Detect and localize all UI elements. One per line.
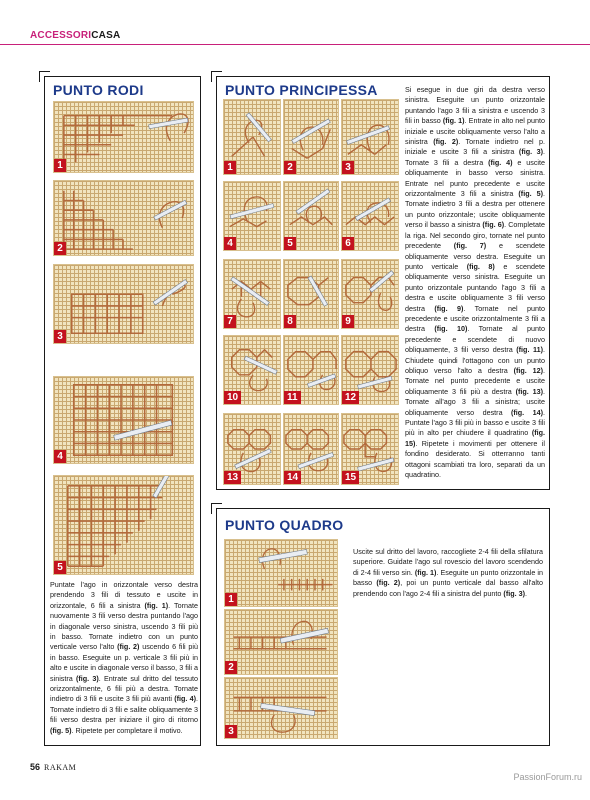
watermark: PassionForum.ru xyxy=(513,772,582,782)
fig-ref: (fig. 5) xyxy=(50,725,72,735)
principessa-fig-4-label: 4 xyxy=(224,237,236,250)
rodi-fig-4 xyxy=(53,376,194,464)
page-number: 56 xyxy=(30,762,41,772)
principessa-fig-13-label: 13 xyxy=(224,471,241,484)
principessa-fig-8-label: 8 xyxy=(284,315,296,328)
fig-ref: (fig. 2) xyxy=(433,137,459,147)
principessa-box xyxy=(216,76,550,490)
fig-ref: (fig. 6) xyxy=(482,220,505,230)
section-header xyxy=(30,30,120,41)
rodi-fig-1 xyxy=(53,101,194,173)
fig-ref: (fig. 14) xyxy=(511,407,543,417)
rodi-instructions: Puntate l'ago in orizzontale verso destra prendendo 3 fili di tessuto e uscite in orizzontale, 6 fili a sinistra (fig. 1). Tornate nuovamente 3 fili verso destra puntando l'ago in diagonale verso sinistra, uscendo 3 fili più in basso. Tornate indietro con un punto verticale verso l'alto (fig. 2) uscendo 6 fili più in basso. Eseguite un p. verticale 3 fili più in alto e uscite in diagonale verso il basso, 3 fili a sinistra (fig. 3). Entrate sul dritto del tessuto orizzontalmente, 6 fili più a destra. Tornate indietro di 3 fili e uscite 3 fili più avanti (fig. 4). Tornate indietro di 3 fili e salite obliquamente 3 fili verso destra per iniziare il giro di ritorno (fig. 5). Ripetete per completare il motivo. xyxy=(50,580,199,735)
quadro-fig-2 xyxy=(224,609,338,675)
principessa-fig-4 xyxy=(223,181,281,251)
fig-ref: (fig. 2) xyxy=(376,578,401,588)
quadro-box xyxy=(216,508,550,746)
principessa-fig-3-label: 3 xyxy=(342,161,354,174)
principessa-fig-10-label: 10 xyxy=(224,391,241,404)
quadro-fig-3-label: 3 xyxy=(225,725,237,738)
fig-ref: (fig. 8) xyxy=(466,261,495,271)
rodi-fig-5 xyxy=(53,475,194,575)
fig-ref: (fig. 1) xyxy=(442,116,465,126)
principessa-fig-15 xyxy=(341,413,399,485)
quadro-title: PUNTO QUADRO xyxy=(225,517,344,533)
section-name: ACCESSORI xyxy=(30,30,92,41)
principessa-fig-6 xyxy=(341,181,399,251)
principessa-fig-12 xyxy=(341,335,399,405)
principessa-fig-6-label: 6 xyxy=(342,237,354,250)
fig-ref: (fig. 11) xyxy=(516,345,543,355)
fig-ref: (fig. 4) xyxy=(488,157,513,167)
fig-ref: (fig. 9) xyxy=(434,303,464,313)
principessa-fig-5 xyxy=(283,181,339,251)
principessa-fig-13 xyxy=(223,413,281,485)
fig-ref: (fig. 3) xyxy=(518,147,544,157)
fig-ref: (fig. 3) xyxy=(76,673,99,683)
fig-ref: (fig. 3) xyxy=(503,588,525,598)
principessa-fig-15-label: 15 xyxy=(342,471,359,484)
subsection-name: CASA xyxy=(91,30,121,41)
principessa-fig-3 xyxy=(341,99,399,175)
quadro-instructions: Uscite sul dritto del lavoro, raccogliete 2-4 fili della sfilatura superiore. Guidate l'ago sul rovescio del lavoro scendendo di 2-4 fili verso sin. (fig. 1). Eseguite un punto orizzontale in basso (fig. 2), poi un punto verticale dal basso all'alto prendendo con l'ago 2-4 fili a sinistra del punto (fig. 3). xyxy=(353,547,544,598)
fig-ref: (fig. 7) xyxy=(453,241,487,251)
principessa-fig-10 xyxy=(223,335,281,405)
rodi-fig-4-label: 4 xyxy=(54,450,66,463)
fig-ref: (fig. 10) xyxy=(434,324,468,334)
principessa-fig-12-label: 12 xyxy=(342,391,359,404)
fig-ref: (fig. 12) xyxy=(513,365,543,375)
principessa-fig-8 xyxy=(283,259,339,329)
principessa-fig-5-label: 5 xyxy=(284,237,296,250)
rodi-doppio-box xyxy=(44,76,201,746)
principessa-fig-7 xyxy=(223,259,281,329)
principessa-fig-9 xyxy=(341,259,399,329)
rodi-fig-3-label: 3 xyxy=(54,330,66,343)
rodi-fig-5-label: 5 xyxy=(54,561,66,574)
quadro-fig-3 xyxy=(224,677,338,739)
principessa-fig-7-label: 7 xyxy=(224,315,236,328)
rodi-fig-2-label: 2 xyxy=(54,242,66,255)
rodi-title: PUNTO RODI xyxy=(53,82,144,98)
fig-ref: (fig. 2) xyxy=(117,642,140,652)
principessa-fig-14-label: 14 xyxy=(284,471,301,484)
principessa-fig-1-label: 1 xyxy=(224,161,236,174)
principessa-fig-9-label: 9 xyxy=(342,315,354,328)
principessa-fig-1 xyxy=(223,99,281,175)
principessa-fig-14 xyxy=(283,413,339,485)
magazine-name: RAKAM xyxy=(44,763,77,772)
fig-ref: (fig. 5) xyxy=(518,189,543,199)
principessa-fig-11 xyxy=(283,335,339,405)
header-rule xyxy=(0,44,590,45)
principessa-title: PUNTO PRINCIPESSA xyxy=(225,82,378,98)
fig-ref: (fig. 1) xyxy=(144,600,169,610)
quadro-fig-1 xyxy=(224,539,338,607)
quadro-fig-2-label: 2 xyxy=(225,661,237,674)
rodi-fig-3 xyxy=(53,264,194,344)
rodi-fig-2 xyxy=(53,180,194,256)
principessa-fig-2 xyxy=(283,99,339,175)
fig-ref: (fig. 1) xyxy=(414,567,437,577)
fig-ref: (fig. 15) xyxy=(405,428,545,448)
principessa-instructions: Si esegue in due giri da destra verso sinistra. Eseguite un punto orizzontale puntando l'ago 3 fili a sinistra e uscendo 3 fili in basso (fig. 1). Entrate in alto nel punto iniziale e uscite obliquamente verso l'alto a sinistra (fig. 2). Tornate indietro nel p. iniziale e uscite 3 fili a sinistra (fig. 3). Tornate 3 fili a destra (fig. 4) e uscite obliquamente in basso verso sinistra. Entrate nel punto precedente e uscite orizzontalmente 3 fili a sinistra (fig. 5). Tornate indietro 3 fili a destra per ottenere un punto orizzontale; uscite obliquamente verso il basso a sinistra (fig. 6). Completate la riga. Nel secondo giro, tornate nel punto precedente (fig. 7) e scendete obliquamente verso destra. Eseguite un punto verticale (fig. 8) e scendete obliquamente verso sinistra. Eseguite un punto orizzontale puntando l'ago 3 fili a destra e uscite obliquamente 3 fili verso destra (fig. 9). Tornate nel punto precedente e uscite orizzontalmente 3 fili a destra (fig. 10). Tornate al punto precedente e scendete di nuovo obliquamente, 3 fili verso destra (fig. 11). Chiudete quindi l'ottagono con un punto obliquo verso l'alto a destra (fig. 12). Tornate nel punto precedente e uscite obliquamente 3 fili più a destra (fig. 13). Tornate all'ago 3 fili a sinistra; uscite obliquamente verso destra (fig. 14). Puntate l'ago 3 fili più in basso e uscite 3 fili più in alto per chiudere il quadratino (fig. 15). Ripetete i movimenti per ottenere il fondino desiderato. Si otterranno tanti ottagoni scambiati tra loro, separati da un quadratino. xyxy=(405,85,546,480)
rodi-fig-1-label: 1 xyxy=(54,159,66,172)
principessa-fig-11-label: 11 xyxy=(284,391,301,404)
principessa-fig-2-label: 2 xyxy=(284,161,296,174)
fig-ref: (fig. 4) xyxy=(174,694,196,704)
quadro-fig-1-label: 1 xyxy=(225,593,237,606)
fig-ref: (fig. 13) xyxy=(515,386,543,396)
